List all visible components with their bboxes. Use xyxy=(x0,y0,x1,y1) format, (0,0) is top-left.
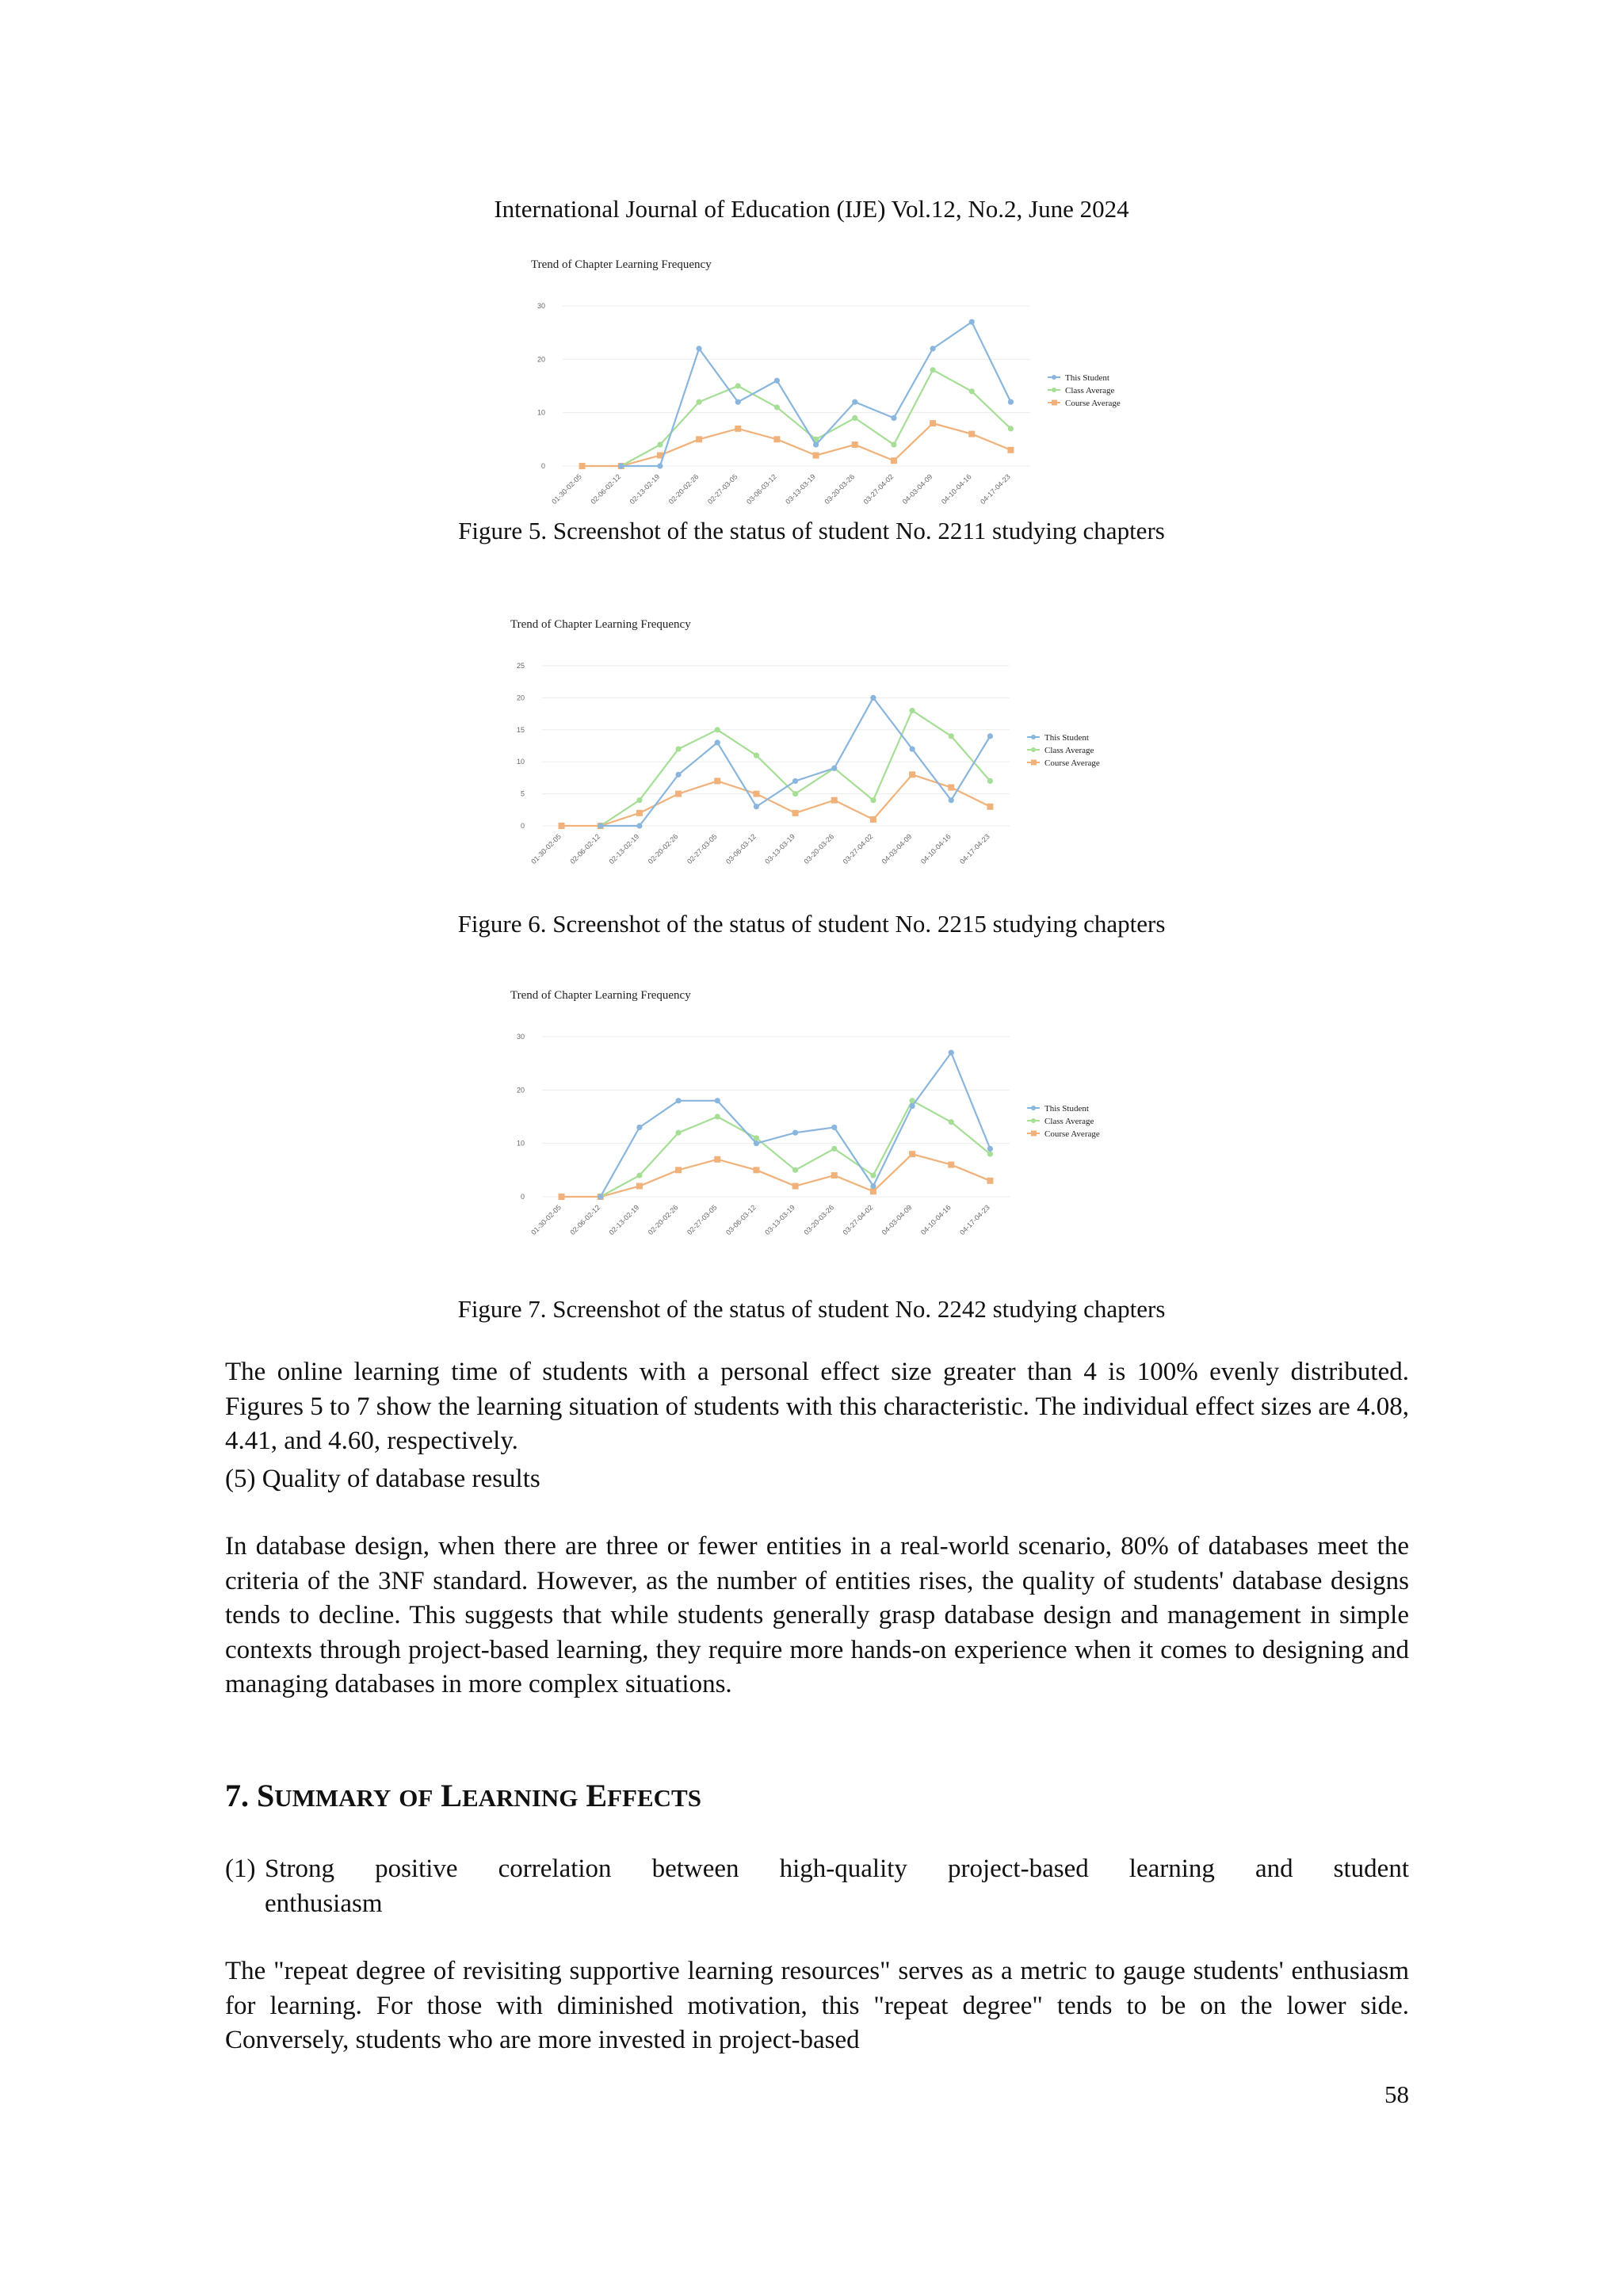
x-tick-label: 03-27-04-02 xyxy=(841,1203,875,1237)
chart-title: Trend of Chapter Learning Frequency xyxy=(531,258,712,271)
y-tick-label: 20 xyxy=(516,1086,525,1095)
data-point xyxy=(1008,399,1014,405)
legend-label: Class Average xyxy=(1044,1117,1094,1126)
data-point xyxy=(715,1098,720,1103)
data-point xyxy=(949,1050,954,1056)
x-tick-label: 03-06-03-12 xyxy=(724,1203,758,1237)
data-point xyxy=(792,1130,798,1136)
data-point xyxy=(949,797,954,803)
x-tick-label: 02-06-02-12 xyxy=(568,832,602,866)
data-point xyxy=(774,404,780,410)
y-tick-label: 20 xyxy=(516,693,525,702)
data-point xyxy=(636,1125,642,1130)
data-point xyxy=(792,778,798,784)
x-tick-label: 04-10-04-16 xyxy=(918,832,953,866)
data-point xyxy=(909,1151,915,1157)
x-tick-label: 04-10-04-16 xyxy=(918,1203,953,1237)
series-line xyxy=(621,370,1011,466)
data-point xyxy=(735,383,741,388)
legend-label: This Student xyxy=(1065,373,1109,383)
data-point xyxy=(870,695,876,701)
series-line xyxy=(562,774,991,826)
journal-header: International Journal of Education (IJE) Vol.12, No.2, June 2024 xyxy=(494,195,1129,223)
figure-6-caption: Figure 6. Screenshot of the status of student No. 2215 studying chapters xyxy=(457,910,1166,938)
x-tick-label: 04-17-04-23 xyxy=(958,1203,991,1237)
x-tick-label: 03-20-03-26 xyxy=(823,472,857,506)
x-tick-label: 03-27-04-02 xyxy=(841,832,875,866)
x-tick-label: 03-13-03-19 xyxy=(763,1203,796,1237)
series-line xyxy=(601,1101,991,1197)
data-point xyxy=(949,733,954,739)
list-number: (1) xyxy=(225,1855,256,1883)
x-tick-label: 02-13-02-19 xyxy=(607,1203,641,1237)
chart-title: Trend of Chapter Learning Frequency xyxy=(510,618,691,631)
data-point xyxy=(831,1146,837,1152)
series-line xyxy=(562,1154,991,1197)
data-point xyxy=(714,777,720,784)
x-tick-label: 04-10-04-16 xyxy=(939,472,973,506)
data-point xyxy=(618,463,624,468)
data-point xyxy=(969,319,975,325)
x-tick-label: 01-30-02-05 xyxy=(550,472,583,506)
body-paragraph: The online learning time of students with a personal effect size greater than 4 is 100% evenly distributed. Figures 5 to 7 show the learning situation of students with this characteristic. The individual effect sizes are 4.08, 4.41, and 4.60, respectively. xyxy=(225,1358,1409,1455)
data-point xyxy=(891,415,896,421)
data-point xyxy=(559,1194,565,1200)
y-tick-label: 30 xyxy=(537,302,545,310)
data-point xyxy=(930,346,935,351)
legend-marker xyxy=(1031,1118,1036,1123)
chart-svg xyxy=(502,981,1128,1251)
series-line xyxy=(601,1052,991,1197)
legend-marker xyxy=(1031,747,1036,752)
data-point xyxy=(870,1172,876,1178)
legend-marker xyxy=(1031,735,1036,739)
x-tick-label: 02-06-02-12 xyxy=(568,1203,602,1237)
data-point xyxy=(969,388,975,394)
legend-marker xyxy=(1052,375,1056,380)
y-tick-label: 10 xyxy=(516,758,525,766)
y-tick-label: 20 xyxy=(537,355,545,364)
data-point xyxy=(675,1167,682,1173)
data-point xyxy=(930,367,935,372)
figure-6-chart xyxy=(502,610,1128,880)
data-point xyxy=(948,1162,954,1168)
data-point xyxy=(675,1130,681,1136)
x-tick-label: 01-30-02-05 xyxy=(529,832,563,866)
x-tick-label: 02-20-02-26 xyxy=(646,832,680,866)
x-tick-label: 02-27-03-05 xyxy=(705,472,739,506)
x-tick-label: 02-13-02-19 xyxy=(607,832,641,866)
data-point xyxy=(909,746,915,751)
x-tick-label: 02-27-03-05 xyxy=(685,1203,719,1237)
data-point xyxy=(675,746,681,751)
data-point xyxy=(987,733,993,739)
y-tick-label: 0 xyxy=(540,462,545,470)
data-point xyxy=(675,791,682,797)
data-point xyxy=(636,1183,643,1190)
data-point xyxy=(636,823,642,828)
data-point xyxy=(579,463,586,469)
data-point xyxy=(773,436,780,442)
subsection-heading: (5) Quality of database results xyxy=(225,1465,540,1493)
series-line xyxy=(601,711,991,826)
data-point xyxy=(870,816,876,823)
data-point xyxy=(909,708,915,713)
x-tick-label: 04-17-04-23 xyxy=(979,472,1012,506)
x-tick-label: 02-20-02-26 xyxy=(646,1203,680,1237)
x-tick-label: 03-20-03-26 xyxy=(802,1203,836,1237)
data-point xyxy=(735,399,741,405)
y-tick-label: 5 xyxy=(520,789,525,798)
x-tick-label: 03-27-04-02 xyxy=(861,472,896,506)
chart-svg xyxy=(502,610,1128,880)
chart-title: Trend of Chapter Learning Frequency xyxy=(510,989,691,1002)
x-tick-label: 02-27-03-05 xyxy=(685,832,719,866)
y-tick-label: 10 xyxy=(516,1139,525,1148)
data-point xyxy=(598,823,603,828)
data-point xyxy=(792,810,799,816)
data-point xyxy=(831,1125,837,1130)
x-tick-label: 02-13-02-19 xyxy=(628,472,662,506)
data-point xyxy=(715,727,720,732)
legend-marker xyxy=(1052,388,1056,392)
data-point xyxy=(696,346,701,351)
x-tick-label: 03-06-03-12 xyxy=(724,832,758,866)
legend-label: This Student xyxy=(1044,733,1089,743)
data-point xyxy=(753,1167,759,1173)
legend-label: Class Average xyxy=(1044,746,1094,755)
x-tick-label: 03-13-03-19 xyxy=(784,472,817,506)
legend-label: Class Average xyxy=(1065,386,1115,395)
data-point xyxy=(909,1103,915,1109)
x-tick-label: 04-03-04-09 xyxy=(880,832,914,866)
page-number: 58 xyxy=(1384,2080,1409,2108)
data-point xyxy=(714,1156,720,1163)
x-tick-label: 03-13-03-19 xyxy=(763,832,796,866)
data-point xyxy=(852,441,858,448)
x-tick-label: 04-03-04-09 xyxy=(880,1203,914,1237)
y-tick-label: 0 xyxy=(520,1193,525,1201)
data-point xyxy=(636,1172,642,1178)
body-paragraph: In database design, when there are three or fewer entities in a real-world scenario, 80% of databases meet the criteria of the 3NF standard. However, as the number of entities rises, the quality of students' database designs tends to decline. This suggests that while students generally grasp database design and management in simple contexts through project-based learning, they require more hands-on experience when it comes to designing and managing databases in more complex situations. xyxy=(225,1532,1409,1698)
data-point xyxy=(831,1172,838,1179)
chart-svg xyxy=(523,250,1149,520)
data-point xyxy=(636,797,642,803)
data-point xyxy=(891,457,897,464)
data-point xyxy=(813,453,819,459)
data-point xyxy=(831,766,837,771)
data-point xyxy=(598,1194,603,1199)
y-tick-label: 25 xyxy=(516,662,525,670)
legend-marker xyxy=(1052,400,1057,406)
figure-5-caption: Figure 5. Screenshot of the status of student No. 2211 studying chapters xyxy=(458,517,1165,544)
legend-label: This Student xyxy=(1044,1104,1089,1114)
list-text-line: enthusiasm xyxy=(265,1889,383,1918)
data-point xyxy=(813,441,819,447)
data-point xyxy=(852,399,857,405)
data-point xyxy=(1007,447,1014,453)
y-tick-label: 10 xyxy=(537,408,545,417)
x-tick-label: 02-20-02-26 xyxy=(666,472,701,506)
data-point xyxy=(559,823,565,829)
data-point xyxy=(636,810,643,816)
x-tick-label: 03-20-03-26 xyxy=(802,832,836,866)
data-point xyxy=(987,1152,993,1157)
data-point xyxy=(657,463,663,468)
figure-5-chart xyxy=(523,250,1149,520)
data-point xyxy=(831,797,838,804)
data-point xyxy=(735,426,741,432)
data-point xyxy=(792,1167,798,1173)
data-point xyxy=(754,804,759,809)
legend-marker xyxy=(1031,760,1037,766)
data-point xyxy=(870,797,876,803)
data-point xyxy=(754,1140,759,1146)
x-tick-label: 03-06-03-12 xyxy=(745,472,778,506)
data-point xyxy=(949,1119,954,1125)
y-tick-label: 0 xyxy=(520,822,525,830)
data-point xyxy=(1008,426,1014,431)
section-heading: 7. SUMMARY OF LEARNING EFFECTS xyxy=(225,1778,701,1813)
data-point xyxy=(987,778,993,784)
data-point xyxy=(891,441,896,447)
y-tick-label: 15 xyxy=(516,725,525,734)
data-point xyxy=(754,753,759,758)
data-point xyxy=(753,791,759,797)
data-point xyxy=(852,415,857,421)
figure-7-caption: Figure 7. Screenshot of the status of student No. 2242 studying chapters xyxy=(457,1295,1166,1323)
body-paragraph: The "repeat degree of revisiting supportive learning resources" serves as a metric to gauge students' enthusiasm for learning. For those with diminished motivation, this "repeat degree" tends to be on the lower side. Conversely, students who are more invested in project-based xyxy=(225,1957,1409,2054)
data-point xyxy=(774,378,780,384)
data-point xyxy=(715,739,720,745)
data-point xyxy=(909,771,915,777)
y-tick-label: 30 xyxy=(516,1033,525,1041)
data-point xyxy=(987,1146,993,1152)
x-tick-label: 04-17-04-23 xyxy=(958,832,991,866)
data-point xyxy=(792,791,798,797)
figure-7-chart xyxy=(502,981,1128,1251)
data-point xyxy=(675,772,681,777)
x-tick-label: 02-06-02-12 xyxy=(589,472,623,506)
x-tick-label: 01-30-02-05 xyxy=(529,1203,563,1237)
legend-label: Course Average xyxy=(1065,399,1121,408)
legend-marker xyxy=(1031,1106,1036,1110)
data-point xyxy=(675,1098,681,1103)
data-point xyxy=(696,399,701,405)
x-tick-label: 04-03-04-09 xyxy=(900,472,934,506)
data-point xyxy=(715,1114,720,1119)
list-text-line: Strong positive correlation between high-quality project-based learning and student xyxy=(265,1855,1409,1883)
data-point xyxy=(870,1183,876,1189)
data-point xyxy=(870,1188,876,1194)
data-point xyxy=(657,441,663,447)
data-point xyxy=(696,436,702,442)
legend-marker xyxy=(1031,1131,1037,1137)
data-point xyxy=(930,420,936,426)
series-line xyxy=(582,423,1011,466)
legend-label: Course Average xyxy=(1044,1129,1100,1139)
data-point xyxy=(968,431,975,437)
data-point xyxy=(987,804,993,810)
data-point xyxy=(948,785,954,791)
data-point xyxy=(792,1183,799,1190)
data-point xyxy=(987,1178,993,1184)
legend-label: Course Average xyxy=(1044,758,1100,768)
